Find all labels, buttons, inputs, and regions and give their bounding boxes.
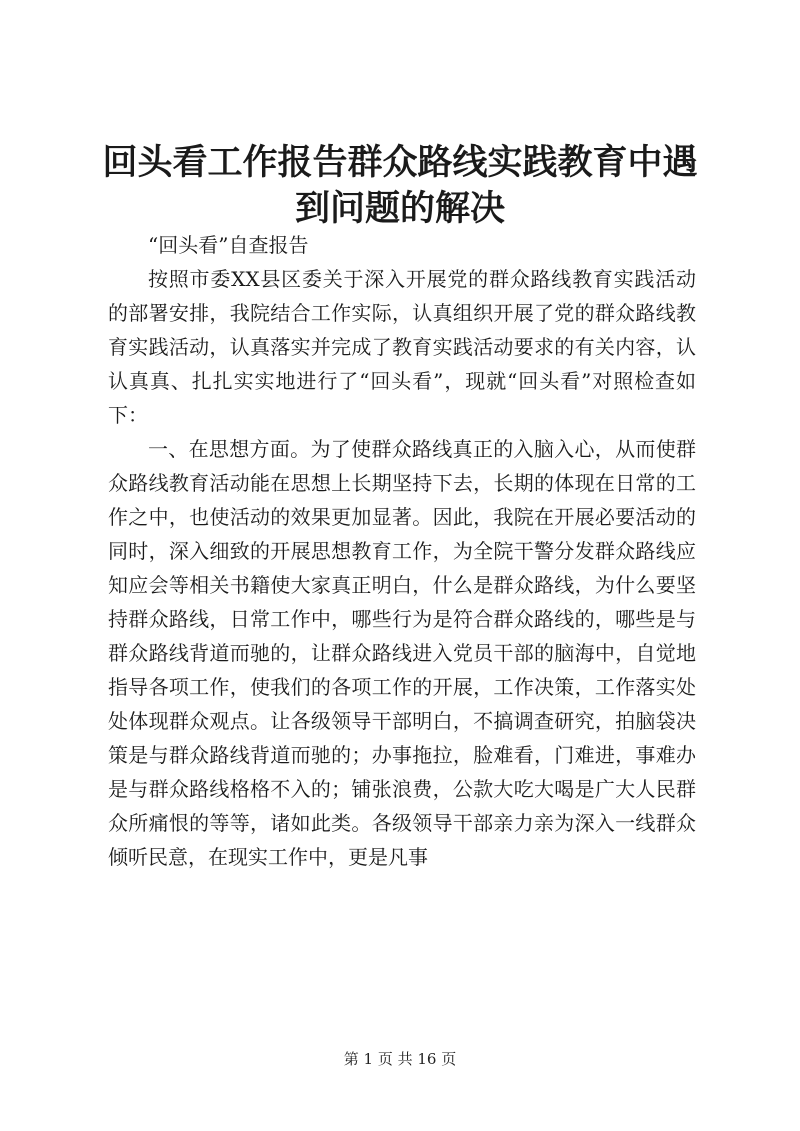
paragraph-intro: 按照市委XX县区委关于深入开展党的群众路线教育实践活动的部署安排，我院结合工作实际，认真组织开展了党的群众路线教育实践活动，认真落实并完成了教育实践活动要求的有关内容，认认真真、扎扎实实地进行了“回头看”，现就“回头看”对照检查如下：	[108, 267, 696, 427]
subtitle: “回头看”自查报告	[148, 233, 309, 257]
document-title: 回头看工作报告群众路线实践教育中遇到问题的解决	[102, 142, 698, 229]
document-body	[108, 228, 696, 874]
paragraph-thought: 一、在思想方面。为了使群众路线真正的入脑入心，从而使群众路线教育活动能在思想上长期坚持下去，长期的体现在日常的工作之中，也使活动的效果更加显著。因此，我院在开展必要活动的同时，深入细致的开展思想教育工作，为全院干警分发群众路线应知应会等相关书籍使大家真正明白，什么是群众路线，为什么要坚持群众路线，日常工作中，哪些行为是符合群众路线的，哪些是与群众路线背道而驰的，让群众路线进入党员干部的脑海中，自觉地指导各项工作，使我们的各项工作的开展，工作决策，工作落实处处体现群众观点。让各级领导干部明白，不搞调查研究，拍脑袋决策是与群众路线背道而驰的；办事拖拉，脸难看，门难进，事难办是与群众路线格格不入的；铺张浪费，公款大吃大喝是广大人民群众所痛恨的等等，诸如此类。各级领导干部亲力亲为深入一线群众倾听民意，在现实工作中，更是凡事	[108, 437, 696, 869]
page-number-footer: 第 1 页 共 16 页	[343, 1050, 457, 1068]
